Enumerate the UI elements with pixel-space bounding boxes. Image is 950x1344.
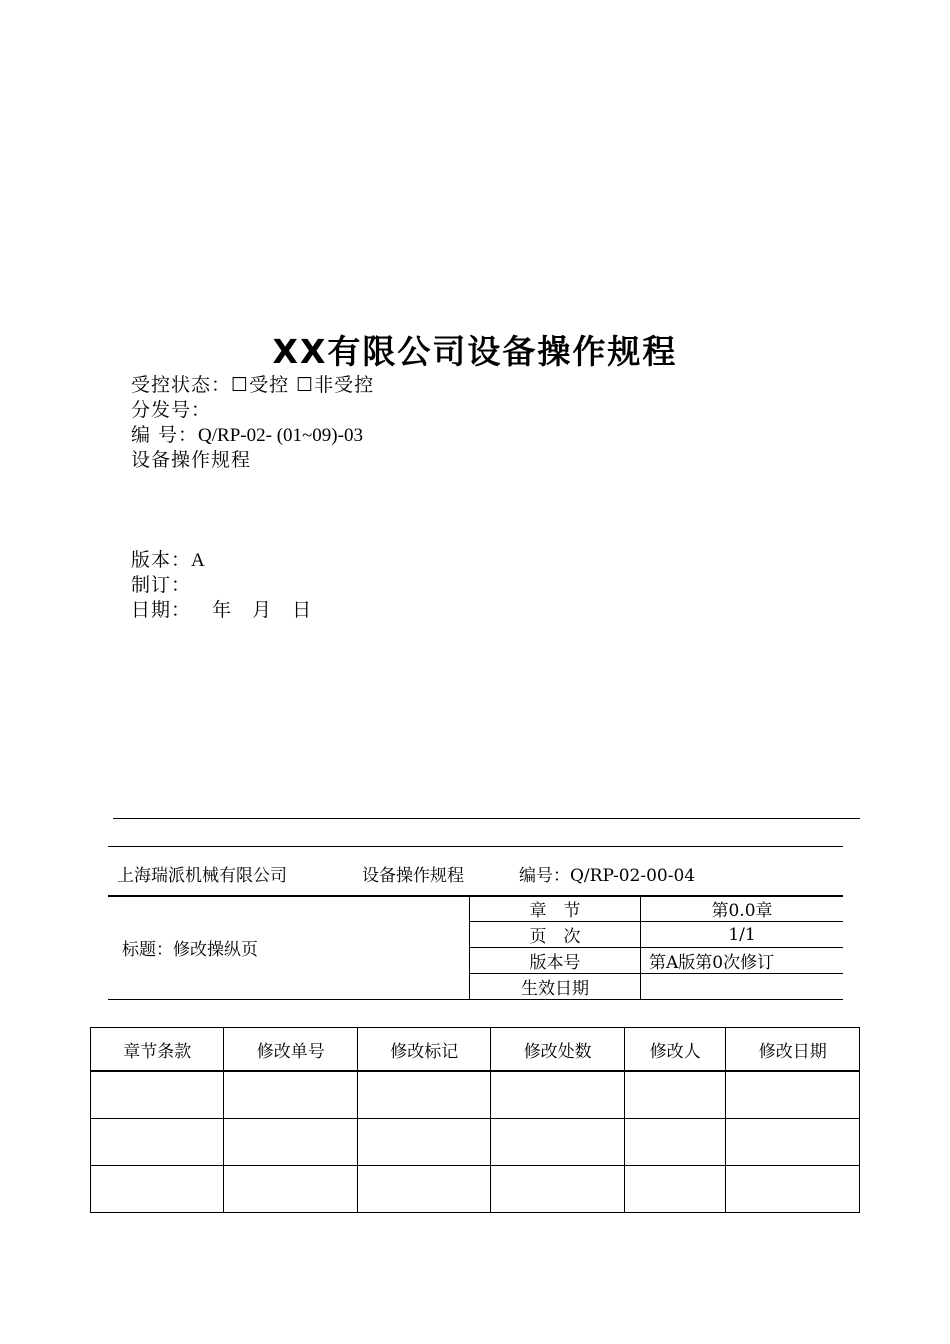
- uncontrolled-checkbox[interactable]: ☐: [296, 374, 315, 396]
- table-cell[interactable]: [91, 1166, 224, 1213]
- subject-cell: 标题：修改操纵页: [108, 896, 470, 1000]
- doc-name-line: [131, 448, 251, 473]
- table-cell[interactable]: [624, 1071, 726, 1119]
- change-log-header: [91, 1028, 860, 1072]
- table-cell[interactable]: [91, 1119, 224, 1166]
- info-row: [108, 896, 843, 922]
- running-header: [108, 846, 843, 897]
- table-cell[interactable]: [726, 1119, 860, 1166]
- column-header: 修改日期: [726, 1028, 860, 1072]
- table-row: [91, 1119, 860, 1166]
- table-cell[interactable]: [726, 1071, 860, 1119]
- header-doc-type: 设备操作规程: [362, 866, 464, 886]
- header-code: 编号：Q/RP-02-00-04: [519, 866, 696, 886]
- table-cell[interactable]: [357, 1166, 490, 1213]
- version-line: [131, 548, 205, 573]
- info-key: 生效日期: [470, 974, 641, 1000]
- table-cell[interactable]: [491, 1119, 624, 1166]
- distribution-label: 分发号：: [131, 399, 212, 421]
- table-cell[interactable]: [91, 1071, 224, 1119]
- table-row: [91, 1071, 860, 1119]
- column-header: 章节条款: [91, 1028, 224, 1072]
- info-value: 第0.0章: [641, 896, 844, 922]
- drafted-line: [131, 573, 191, 598]
- table-cell[interactable]: [624, 1119, 726, 1166]
- code-line: [131, 423, 363, 448]
- table-cell[interactable]: [224, 1071, 357, 1119]
- change-log-table: [90, 1027, 860, 1213]
- info-value: 第A版第0次修订: [641, 948, 844, 974]
- code-value: Q/RP-02- (01~09)-03: [198, 425, 363, 446]
- info-key: 章 节: [470, 896, 641, 922]
- table-cell[interactable]: [491, 1071, 624, 1119]
- info-key: 版本号: [470, 948, 641, 974]
- column-header: 修改处数: [491, 1028, 624, 1072]
- table-cell[interactable]: [224, 1119, 357, 1166]
- controlled-label: 受控: [249, 374, 290, 396]
- info-value: [641, 974, 844, 1000]
- table-row: [91, 1166, 860, 1213]
- doc-name: 设备操作规程: [131, 449, 252, 471]
- table-cell[interactable]: [491, 1166, 624, 1213]
- version-label: 版本：: [131, 549, 192, 571]
- distribution-line: [131, 398, 211, 423]
- code-label: 编 号：: [131, 424, 199, 446]
- info-value: 1/1: [641, 922, 844, 948]
- table-cell[interactable]: [624, 1166, 726, 1213]
- separator-line: [113, 818, 860, 819]
- control-status-line: [131, 373, 374, 398]
- table-cell[interactable]: [357, 1119, 490, 1166]
- date-line: [131, 598, 312, 623]
- info-key: 页 次: [470, 922, 641, 948]
- column-header: 修改单号: [224, 1028, 357, 1072]
- table-cell[interactable]: [357, 1071, 490, 1119]
- table-cell[interactable]: [726, 1166, 860, 1213]
- column-header: 修改标记: [357, 1028, 490, 1072]
- table-cell[interactable]: [224, 1166, 357, 1213]
- document-title: XX有限公司设备操作规程: [272, 332, 678, 371]
- info-table: [108, 895, 843, 1000]
- control-status-label: 受控状态：: [131, 374, 232, 396]
- uncontrolled-label: 非受控: [314, 374, 375, 396]
- drafted-label: 制订：: [131, 574, 192, 596]
- column-header: 修改人: [624, 1028, 726, 1072]
- date-value: 年 月 日: [212, 599, 313, 621]
- controlled-checkbox[interactable]: ☐: [231, 374, 250, 396]
- header-company: 上海瑞派机械有限公司: [117, 866, 287, 886]
- version-value: A: [191, 550, 205, 571]
- date-label: 日期：: [131, 599, 192, 621]
